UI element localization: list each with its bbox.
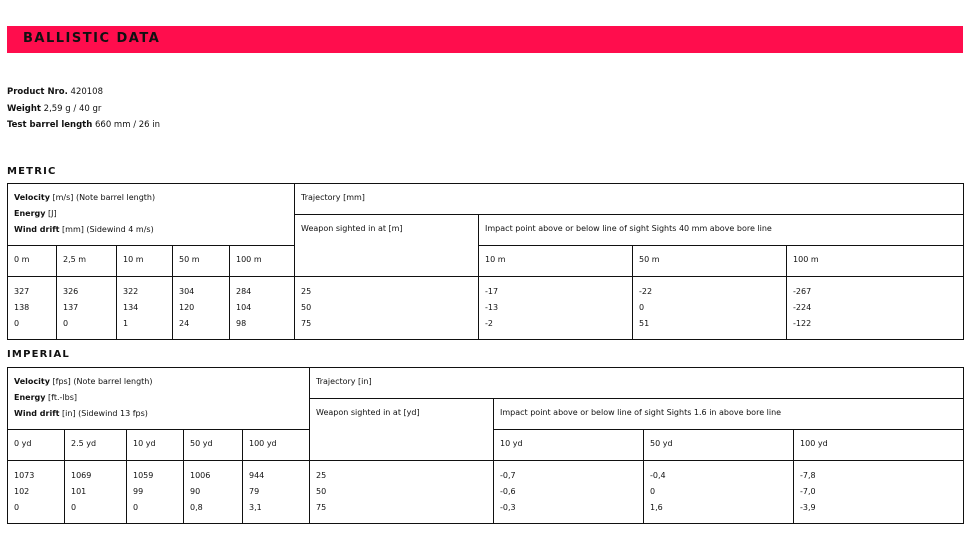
value: 0 [639, 303, 645, 312]
value: 98 [236, 319, 247, 328]
imperial-values-col-1 [65, 461, 127, 524]
value: 25 [316, 471, 327, 480]
value: 90 [190, 487, 201, 496]
metric-values-col-2 [117, 277, 173, 340]
value: -267 [793, 287, 812, 296]
value: 0 [14, 503, 20, 512]
value: -224 [793, 303, 812, 312]
value: 1069 [71, 471, 92, 480]
metric-velocity-line [14, 190, 288, 206]
value: 1059 [133, 471, 154, 480]
imperial-values-col-3 [184, 461, 243, 524]
value: 104 [236, 303, 252, 312]
value: 0 [133, 503, 139, 512]
barrel-length-label: Test barrel length [7, 120, 93, 130]
value: 0 [14, 319, 20, 328]
metric-distance-4: 100 m [230, 246, 295, 277]
value: 1 [123, 319, 129, 328]
imperial-legend-cell [8, 368, 310, 430]
metric-impact-col-0 [479, 277, 633, 340]
value: -7,8 [800, 471, 816, 480]
value: 0 [71, 503, 77, 512]
value: 284 [236, 287, 252, 296]
imperial-impact-distance-2: 100 yd [794, 430, 964, 461]
weight-label: Weight [7, 103, 41, 114]
imperial-distance-2: 10 yd [127, 430, 184, 461]
metric-sighted-header: Weapon sighted in at [m] [295, 215, 479, 277]
metric-trajectory-header: Trajectory [mm] [295, 184, 964, 215]
velocity-label: Velocity [14, 193, 50, 202]
value: -22 [639, 287, 653, 296]
velocity-label: Velocity [14, 377, 50, 386]
value: -122 [793, 319, 812, 328]
energy-label: Energy [14, 209, 46, 218]
imperial-sighted-header: Weapon sighted in at [yd] [310, 399, 494, 461]
imperial-values-col-4 [243, 461, 310, 524]
value: -7,0 [800, 487, 816, 496]
metric-distance-3: 50 m [173, 246, 230, 277]
metric-energy-line [14, 206, 288, 222]
value: -0,4 [650, 471, 666, 480]
imperial-table [7, 367, 964, 524]
value: 99 [133, 487, 144, 496]
imperial-impact-distance-0: 10 yd [494, 430, 644, 461]
value: -0,3 [500, 503, 516, 512]
metric-sighted-values [295, 277, 479, 340]
value: -17 [485, 287, 499, 296]
metric-impact-distance-2: 100 m [787, 246, 964, 277]
value: 75 [316, 503, 327, 512]
value: 120 [179, 303, 195, 312]
value: 79 [249, 487, 260, 496]
weight-row [7, 101, 160, 118]
value: 304 [179, 287, 195, 296]
energy-label: Energy [14, 393, 46, 402]
value: 327 [14, 287, 30, 296]
value: 322 [123, 287, 139, 296]
imperial-impact-col-1 [644, 461, 794, 524]
metric-impact-col-1 [633, 277, 787, 340]
value: 137 [63, 303, 79, 312]
imperial-values-col-2 [127, 461, 184, 524]
value: 0 [63, 319, 69, 328]
metric-values-col-3 [173, 277, 230, 340]
value: 1073 [14, 471, 35, 480]
metric-distance-1: 2,5 m [57, 246, 117, 277]
value: -0,7 [500, 471, 516, 480]
value: 944 [249, 471, 265, 480]
metric-distance-2: 10 m [117, 246, 173, 277]
value: 101 [71, 487, 87, 496]
product-number-value: 420108 [70, 87, 103, 97]
product-info [7, 84, 160, 134]
product-number-label: Product Nro. [7, 87, 68, 97]
value: 50 [316, 487, 327, 496]
metric-impact-col-2 [787, 277, 964, 340]
imperial-wind-line [14, 406, 303, 422]
imperial-impact-header: Impact point above or below line of sight Sights 1.6 in above bore line [494, 399, 964, 430]
ballistic-data-banner [7, 26, 963, 53]
value: -0,6 [500, 487, 516, 496]
product-number-row [7, 84, 160, 101]
metric-table [7, 183, 964, 340]
energy-note: [ft.-lbs] [48, 393, 77, 402]
metric-impact-header: Impact point above or below line of sight Sights 40 mm above bore line [479, 215, 964, 246]
imperial-velocity-line [14, 374, 303, 390]
metric-wind-line [14, 222, 288, 238]
metric-heading: METRIC [7, 166, 57, 177]
imperial-sighted-values [310, 461, 494, 524]
barrel-length-row [7, 117, 160, 134]
imperial-impact-col-0 [494, 461, 644, 524]
wind-drift-note: [mm] (Sidewind 4 m/s) [62, 225, 154, 234]
imperial-energy-line [14, 390, 303, 406]
value: 25 [301, 287, 312, 296]
metric-impact-distance-0: 10 m [479, 246, 633, 277]
imperial-trajectory-header: Trajectory [in] [310, 368, 964, 399]
value: 24 [179, 319, 190, 328]
imperial-heading: IMPERIAL [7, 349, 70, 360]
imperial-distance-3: 50 yd [184, 430, 243, 461]
value: 0,8 [190, 503, 203, 512]
metric-distance-0: 0 m [8, 246, 57, 277]
value: 138 [14, 303, 30, 312]
wind-drift-label: Wind drift [14, 225, 60, 234]
weight-value: 2,59 g / 40 gr [43, 103, 102, 114]
wind-drift-note: [in] (Sidewind 13 fps) [62, 409, 148, 418]
value: -3,9 [800, 503, 816, 512]
banner-title: BALLISTIC DATA [23, 31, 161, 46]
value: 51 [639, 319, 650, 328]
value: 50 [301, 303, 312, 312]
value: 3,1 [249, 503, 262, 512]
imperial-impact-distance-1: 50 yd [644, 430, 794, 461]
value: 1006 [190, 471, 211, 480]
metric-values-col-4 [230, 277, 295, 340]
velocity-note: [fps] (Note barrel length) [52, 377, 153, 386]
imperial-distance-1: 2.5 yd [65, 430, 127, 461]
value: -2 [485, 319, 494, 328]
barrel-length-value: 660 mm / 26 in [95, 120, 161, 130]
velocity-note: [m/s] (Note barrel length) [52, 193, 156, 202]
wind-drift-label: Wind drift [14, 409, 60, 418]
energy-note: [J] [48, 209, 57, 218]
value: 134 [123, 303, 139, 312]
metric-values-col-0 [8, 277, 57, 340]
metric-values-col-1 [57, 277, 117, 340]
value: 326 [63, 287, 79, 296]
value: 102 [14, 487, 30, 496]
imperial-distance-0: 0 yd [8, 430, 65, 461]
value: -13 [485, 303, 499, 312]
metric-impact-distance-1: 50 m [633, 246, 787, 277]
value: 1,6 [650, 503, 663, 512]
imperial-impact-col-2 [794, 461, 964, 524]
value: 0 [650, 487, 656, 496]
imperial-distance-4: 100 yd [243, 430, 310, 461]
value: 75 [301, 319, 312, 328]
metric-legend-cell [8, 184, 295, 246]
imperial-values-col-0 [8, 461, 65, 524]
